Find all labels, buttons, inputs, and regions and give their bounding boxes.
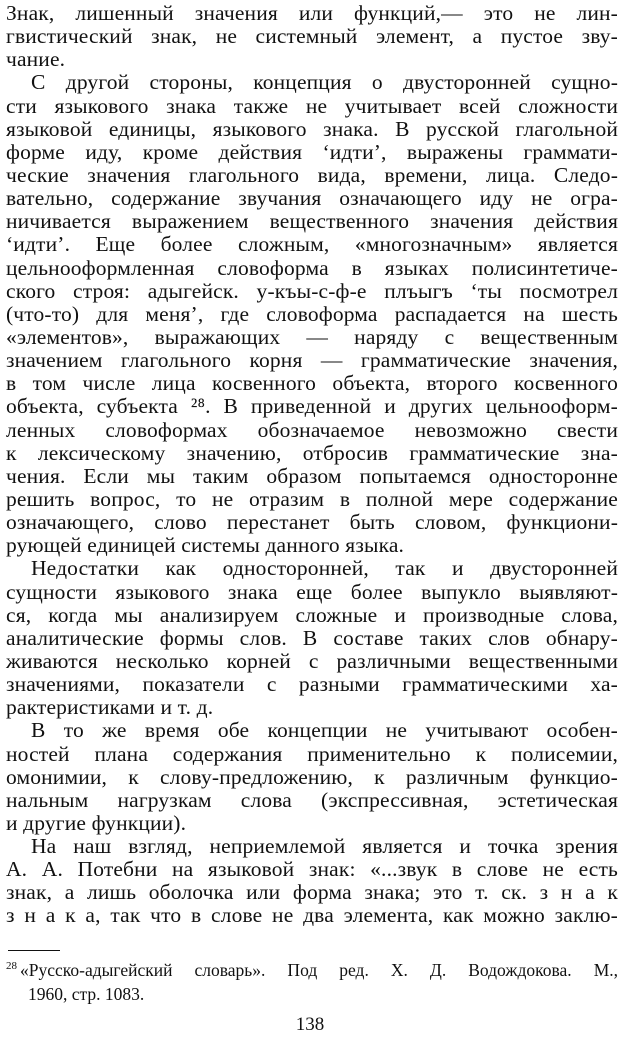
text-line: ленных словоформах обозначаемое невозможно свести: [6, 417, 618, 442]
text-line: знак, а лишь оболочка или форма знака; это т. ск. з н а к: [6, 880, 618, 905]
text-line: означающего, слово перестанет быть словом, функциони-: [6, 510, 618, 535]
text-line: объекта, субъекта ²⁸. В приведенной и других цельнооформ-: [6, 394, 618, 419]
text-line: языковой единицы, языкового знака. В русской глагольной: [6, 116, 618, 141]
text-line: На наш взгляд, неприемлемой является и точка зрения: [31, 834, 618, 859]
text-line: чения. Если мы таким образом попытаемся односторонне: [6, 463, 618, 488]
text-line: вательно, содержание звучания означающего иду не огра-: [6, 186, 618, 211]
text-line: з н а к а, так что в слове не два элемента, как можно заклю-: [6, 903, 618, 928]
text-line: ‘идти’. Еще более сложным, «многозначным» является: [6, 232, 618, 257]
text-line: Знак, лишенный значения или функций,— это не лин-: [6, 1, 618, 25]
text-line: (что-то) для меня’, где словоформа распадается на шесть: [6, 301, 618, 326]
text-line: живаются несколько корней с различными вещественными: [6, 648, 618, 673]
footnote-separator: [8, 950, 60, 951]
text-line: чание.: [6, 47, 66, 72]
text-line: к лексическому значению, отбросив грамматические зна-: [6, 440, 618, 465]
text-line: значением глагольного корня — грамматические значения,: [6, 348, 618, 373]
page-number: 138: [295, 1014, 325, 1035]
footnote: [6, 958, 618, 1006]
text-line: омонимии, к слову-предложению, к различным функцио-: [6, 764, 618, 789]
footnote-marker: 28: [6, 960, 17, 973]
text-line: Недостатки как односторонней, так и двусторонней: [31, 556, 618, 581]
text-line: нальным нагрузкам слова (экспрессивная, эстетическая: [6, 787, 618, 812]
text-line: форме иду, кроме действия ‘идти’, выражены граммати-: [6, 139, 618, 164]
text-line: цельнооформленная словоформа в языках полисинтетиче-: [6, 255, 618, 280]
text-line: рующей единицей системы данного языка.: [6, 533, 405, 558]
text-line: «элементов», выражающих — наряду с вещественным: [6, 324, 618, 349]
text-line: и другие функции).: [6, 810, 187, 835]
text-line: ся, когда мы анализируем сложные и производные слова,: [6, 602, 618, 627]
body-text: [6, 2, 618, 928]
text-line: решить вопрос, то не отразим в полной мере содержание: [6, 486, 618, 511]
text-line: в том числе лица косвенного объекта, второго косвенного: [6, 371, 618, 396]
text-line: значениями, показатели с разными грамматическими ха-: [6, 672, 618, 697]
text-line: ческие значения глагольного вида, времени, лица. Следо-: [6, 162, 618, 187]
text-line: ничивается выражением вещественного значения действия: [6, 209, 618, 234]
text-line: С другой стороны, концепция о двусторонней сущно-: [31, 70, 618, 95]
text-line: сущности языкового знака еще более выпукло выявляют-: [6, 579, 618, 604]
text-line: рактеристиками и т. д.: [6, 695, 214, 720]
text-line: В то же время обе концепции не учитывают особен-: [31, 718, 618, 743]
text-line: ностей плана содержания применительно к полисемии,: [6, 741, 618, 766]
text-line: гвистический знак, не системный элемент, а пустое зву-: [6, 24, 618, 49]
text-line: аналитические формы слов. В составе таких слов обнару-: [6, 625, 618, 650]
footnote-line: [6, 958, 618, 982]
footnote-text: «Русско-адыгейский словарь». Под ред. Х. Д. Водождокова. М.,: [20, 960, 618, 980]
footnote-line: 1960, стр. 1083.: [28, 984, 145, 1004]
text-line: А. А. Потебни на языковой знак: «...звук в слове не есть: [6, 857, 618, 882]
text-line: ского строя: адыгейск. у-къы-с-ф-е плъыгъ ‘ты посмотрел: [6, 278, 618, 303]
text-line: сти языкового знака также не учитывает всей сложности: [6, 93, 618, 118]
